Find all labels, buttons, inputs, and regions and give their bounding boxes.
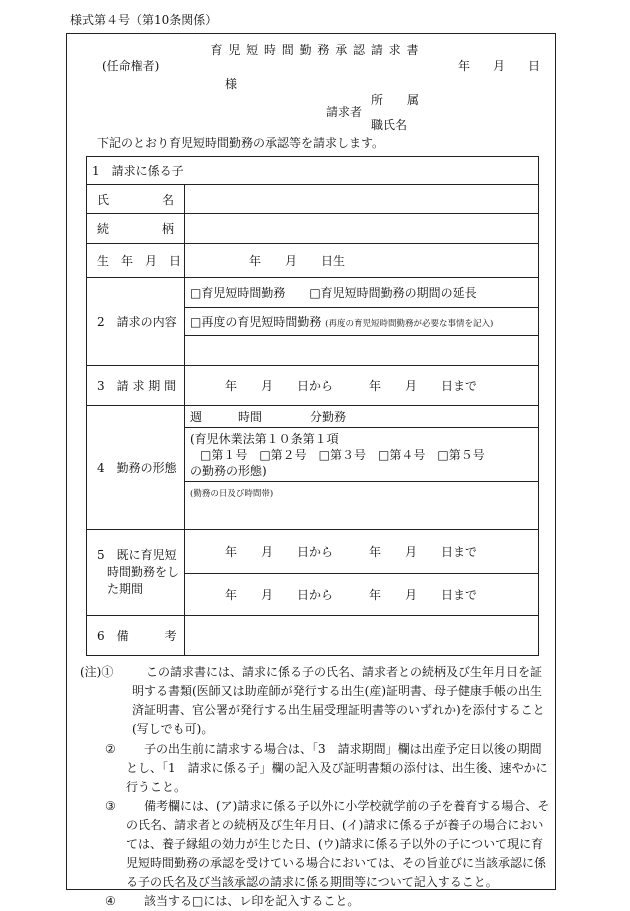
- request-period-field[interactable]: 年 月 日から 年 月 日まで: [185, 366, 539, 406]
- notes-section: [80, 663, 550, 911]
- date-month-label: 月: [493, 59, 506, 73]
- form-number: 様式第４号（第10条関係）: [70, 13, 218, 27]
- work-form-label: 4 勤務の形態: [87, 406, 185, 530]
- request-period-label: 3 請 求 期 間: [87, 366, 185, 406]
- section-child-header: 1 請求に係る子: [87, 157, 539, 185]
- child-name-field[interactable]: [185, 185, 539, 214]
- relationship-label: 続 柄: [87, 214, 185, 244]
- date-year-label: 年: [458, 59, 471, 73]
- birthdate-label: 生 年 月 日: [87, 244, 185, 278]
- remarks-field[interactable]: [185, 616, 539, 656]
- weekly-hours-field[interactable]: 週 時間 分勤務: [185, 406, 539, 428]
- date-day-label: 日: [528, 59, 541, 73]
- affiliation-label: 所 属: [371, 93, 426, 107]
- requester-label: 請求者: [326, 105, 363, 119]
- name-label: 職氏名: [371, 118, 408, 132]
- form-title: 育 児 短 時 間 勤 務 承 認 請 求 書: [210, 43, 420, 57]
- content-option-row-1[interactable]: □育児短時間勤務 □育児短時間勤務の期間の延長: [185, 278, 539, 308]
- birthdate-field[interactable]: 年 月 日生: [185, 244, 539, 278]
- child-name-label: 氏 名: [87, 185, 185, 214]
- note-2: ② 子の出生前に請求する場合は、「3 請求期間」欄は出産予定日以後の期間とし、「1 請求に係る子」欄の記入及び証明書類の添付は、出生後、速やかに行うこと。: [105, 742, 548, 794]
- previous-period-field-1[interactable]: 年 月 日から 年 月 日まで: [185, 530, 539, 574]
- honorific: 様: [225, 77, 238, 91]
- content-option-row-2[interactable]: □再度の育児短時間勤務 (再度の育児短時間勤務が必要な事情を記入): [185, 308, 539, 336]
- appointing-authority: (任命権者): [102, 59, 160, 73]
- work-schedule-field[interactable]: (勤務の日及び時間帯): [185, 482, 539, 530]
- intro-text: 下記のとおり育児短時間勤務の承認等を請求します。: [97, 136, 385, 150]
- note-3: ③ 備考欄には、(ア)請求に係る子以外に小学校就学前の子を養育する場合、その氏名、請求者との続柄及び生年月日、(イ)請求に係る子が養子の場合においては、養子縁組の効力が生じた日、(ウ)請求に係る子以外の子について現に育児短時間勤務の承認を受けている場合においては、その旨並びに当該承認に係る子の氏名及び当該承認の請求に係る期間等について記入すること。: [105, 799, 550, 889]
- previous-period-field-2[interactable]: 年 月 日から 年 月 日まで: [185, 574, 539, 616]
- note-4: ④ 該当する□には、レ印を記入すること。: [105, 894, 360, 908]
- request-table: [86, 156, 539, 656]
- relationship-field[interactable]: [185, 214, 539, 244]
- remarks-label: 6 備 考: [87, 616, 185, 656]
- request-content-label: 2 請求の内容: [87, 278, 185, 366]
- law-clause-field[interactable]: (育児休業法第１０条第１項 □第１号 □第２号 □第３号 □第４号 □第５号 の勤務の形態): [185, 428, 539, 482]
- previous-period-label: 5 既に育児短 時間勤務をし た期間: [87, 530, 185, 616]
- content-reason-field[interactable]: [185, 336, 539, 366]
- note-1: (注)① この請求書には、請求に係る子の氏名、請求者との続柄及び生年月日を証明する書類(医師又は助産師が発行する出生(産)証明書、母子健康手帳の出生済証明書、官公署が発行する出生届受理証明書等のいずれか)を添付すること(写しでも可)。: [80, 665, 545, 736]
